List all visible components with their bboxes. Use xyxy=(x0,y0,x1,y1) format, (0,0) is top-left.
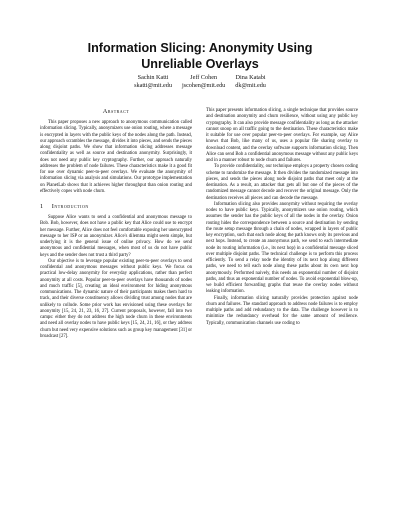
intro-paragraph-2: Our objective is to leverage popular existing peer-to-peer overlays to send confidential and anonymous messages without public keys. We focus on practical low-delay anonymity for everyday applications, rather than perfect anonymity at all costs. Popular peer-to-peer overlays have thousands of nodes and much traffic [5], creating an ideal environment for hiding anonymous communications. The dynamic nature of their participants makes them hard to track, and their diverse constituency allows dividing trust among nodes that are unlikely to collude. Some prior work has envisioned using these overlays for anonymity [15, 24, 21, 23, 16, 27]. Current proposals, however, fall into two camps: either they do not address the high node churn in these environments and need all overlay nodes to have public keys [15, 24, 21, 16], or they address churn but need very expensive solutions such as group key management [31] or broadcast [27]. xyxy=(40,258,192,339)
intro-paragraph-1: Suppose Alice wants to send a confidential and anonymous message to Bob. Bob, however, does not have a public key that Alice could use to encrypt her message. Further, Alice does not feel comfortable exposing her unencrypted message to her ISP or an anonymizer. Alice's dilemma might seem simple, but underlying it is the general issue of online privacy. How do we send anonymous and confidential messages, when most of us do not have public keys and the sender does not trust a third party? xyxy=(40,215,192,258)
author-email: jscohen@mit.edu xyxy=(181,82,226,89)
section-number: 1 xyxy=(40,203,44,210)
right-paragraph-1: This paper presents information slicing, a single technique that provides source and destination anonymity and churn resilience, without using any public key cryptography. It can also provide message confidentiality as long as the attacker cannot snoop on all traffic going to the destination. These characteristics make it suitable for use over popular peer-to-peer overlays. For example, say Alice knows that Bob, like many of us, uses a popular file sharing overlay to download content, and the overlay software supports information slicing. Then Alice can send Bob a confidential anonymous message without any public keys and in a manner robust to node churn and failures. xyxy=(206,108,358,163)
author-3 xyxy=(235,74,266,90)
right-column xyxy=(206,108,358,327)
author-1 xyxy=(134,74,172,90)
author-list xyxy=(0,74,400,90)
right-paragraph-4: Finally, information slicing naturally provides protection against node churn and failures. The standard approach to address node failures is to employ multiple paths and add redundancy to the data. The challenge however is to minimize the redundancy overhead for the same amount of resilience. Typically, communication channels use coding to xyxy=(206,295,358,326)
abstract-section xyxy=(40,108,192,195)
right-paragraph-3: Information slicing also provides anonymity without requiring the overlay nodes to have public keys. Typically, anonymizers use onion routing, which assumes the sender has the public keys of all the nodes in the overlay. Onion routing hides the correspondence between a source and destination by sending the route setup message through a chain of nodes, wrapped in layers of public key encryption, such that each node along the path knows only its previous and next hops. Instead, to create an anonymous path, we send to each intermediate node its routing information (i.e., its next hop) in a confidential message sliced over multiple disjoint paths. The technical challenge is to perform this process efficiently. To send a relay node the identity of its next hop along different paths, we need to tell each node along these paths about its own next hop anonymously. Performed naively, this needs an exponential number of disjoint paths, and thus an exponential number of nodes. To avoid exponential blow-up, we build efficient forwarding graphs that reuse the overlay nodes without leaking information. xyxy=(206,201,358,295)
intro-heading xyxy=(40,203,192,211)
abstract-heading: Abstract xyxy=(102,108,130,115)
author-name: Dina Katabi xyxy=(235,74,266,81)
title-line-2: Unreliable Overlays xyxy=(141,57,259,71)
author-name: Sachin Katti xyxy=(137,74,169,81)
paper-title xyxy=(0,40,400,72)
right-paragraph-2: To provide confidentiality, our technique employs a property chosen coding scheme to randomize the message. It then divides the randomized message into pieces, and sends the pieces along node disjoint paths that meet only at the destination. As a result, an attacker that gets all but one of the pieces of the randomized message cannot decode and recover the original message. Only the destination receives all pieces and can decode the message. xyxy=(206,164,358,201)
section-title: Introduction xyxy=(51,203,89,210)
author-email: skatti@mit.edu xyxy=(134,82,172,89)
author-name: Jeff Cohen xyxy=(190,74,218,81)
title-line-1: Information Slicing: Anonymity Using xyxy=(87,41,313,55)
abstract-text: This paper proposes a new approach to anonymous communication called information slicing. Typically, anonymizers use onion routing, where a message is encrypted in layers with the public keys of the nodes along the path. Instead, our approach scrambles the message, divides it into pieces, and sends the pieces along disjoint paths. We show that information slicing addresses message confidentiality as well as source and destination anonymity. Surprisingly, it does not need any public key cryptography. Further, our approach naturally addresses the problem of node failures. These characteristics make it a good fit for use over dynamic peer-to-peer overlays. We evaluate the anonymity of information slicing via analysis and simulations. Our prototype implementation on PlanetLab shows that it achieves higher throughput than onion routing and effectively copes with node churn. xyxy=(40,120,192,194)
left-column xyxy=(40,108,192,340)
author-2 xyxy=(182,74,225,90)
author-email: dk@mit.edu xyxy=(235,82,266,89)
